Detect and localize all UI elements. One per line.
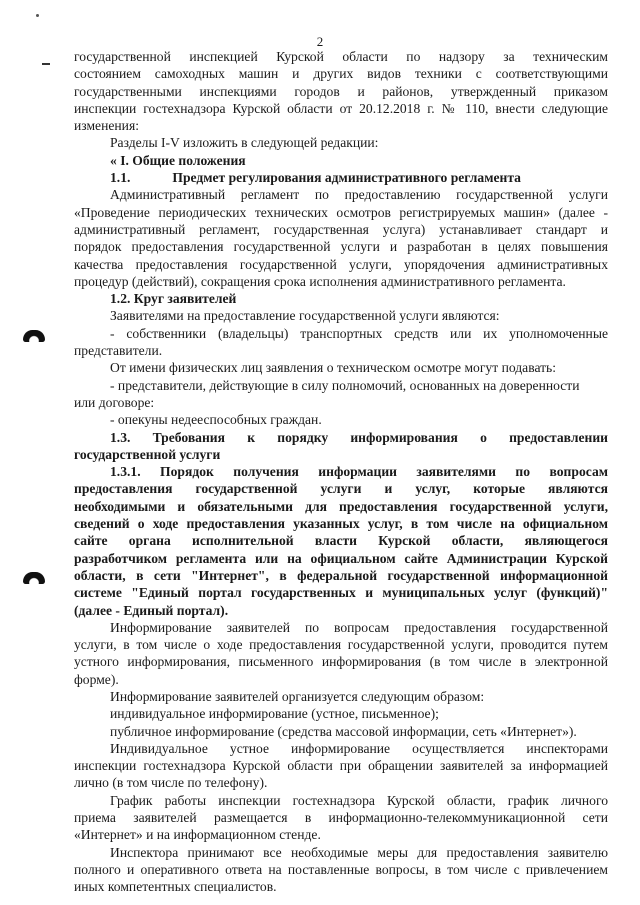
text-line: разработчиком регламента или на официальном сайте Администрации Курской — [74, 550, 608, 566]
text-line: государственной инспекцией Курской области по надзору за техническим — [74, 49, 608, 64]
scan-speck — [36, 14, 39, 17]
organization-paragraph: Информирование заявителей организуется следующим образом: — [110, 688, 485, 704]
text-line: Индивидуальное устное информирование осуществляется инспекторами — [110, 740, 608, 756]
intro-paragraph — [74, 48, 608, 134]
sections-instruction: Разделы I-V изложить в следующей редакции: — [110, 135, 379, 151]
individual-informing-item: индивидуальное информирование (устное, письменное); — [110, 706, 439, 722]
text-line: инспекции гостехнадзора Курской области при обращении заявителей за информацией — [74, 758, 608, 774]
text-line: График работы инспекции гостехнадзора Курской области, график личного — [110, 792, 608, 808]
text-line: процедур (действий), сокращения срока исполнения административного регламента. — [74, 273, 566, 289]
text-line: Информирование заявителей по вопросам предоставления государственной — [110, 619, 608, 635]
text-line: устного информирования, письменного информирования (в том числе в электронной — [74, 654, 608, 670]
text-line: инспекции гостехнадзора Курской области от 20.12.2018 г. № 110, внести следующие — [74, 100, 608, 116]
text-line: области, в сети "Интернет", в федеральной государственной информационной — [74, 567, 608, 583]
document-body — [74, 48, 608, 896]
text-line: приема заявителей размещается в информационно-телекоммуникационной сети — [74, 810, 608, 826]
text-line: форме). — [74, 671, 119, 687]
text-line: или договоре: — [74, 394, 155, 410]
public-informing-item: публичное информирование (средства массовой информации, сеть «Интернет»). — [110, 723, 577, 739]
text-line: (далее - Единый портал). — [74, 602, 229, 618]
heading-1-1-number: 1.1. — [110, 170, 131, 186]
subject-paragraph — [74, 186, 608, 290]
punch-hole-bottom — [23, 572, 45, 584]
owners-paragraph — [74, 325, 608, 360]
heading-1-1 — [74, 169, 608, 186]
text-line: состоянием самоходных машин и других видов техники с соответствующими — [74, 66, 608, 82]
heading-1-1-title: Предмет регулирования административного регламента — [172, 170, 521, 186]
heading-general-provisions: « I. Общие положения — [110, 152, 246, 168]
text-line: Административный регламент по предоставлению государственной услуги — [110, 187, 608, 203]
heading-1-3-1 — [74, 463, 608, 619]
informing-paragraph — [74, 619, 608, 688]
text-line: системе "Единый портал государственных и муниципальных услуг (функций)" — [74, 585, 608, 601]
text-line: «Проведение периодических технических осмотров регистрируемых машин» (далее - — [74, 204, 608, 220]
heading-1-3 — [74, 429, 608, 464]
punch-hole-top — [23, 330, 45, 342]
text-line: Инспектора принимают все необходимые меры для предоставления заявителю — [110, 844, 608, 860]
text-line: «Интернет» и на информационном стенде. — [74, 827, 321, 843]
text-line: услуги, в том числе о ходе предоставления государственной услуги, проводится путем — [74, 637, 608, 653]
text-line: порядок предоставления государственной услуги и разработан в целях повышения — [74, 239, 608, 255]
text-line: иных компетентных специалистов. — [74, 879, 277, 895]
heading-1-2: 1.2. Круг заявителей — [110, 291, 237, 307]
text-line: представители. — [74, 343, 163, 359]
text-line: полного и оперативного ответа на поставленные вопросы, в том числе с привлечением — [74, 861, 608, 877]
inspectors-paragraph — [74, 844, 608, 896]
text-line: 1.3. Требования к порядку информирования о предоставлении — [110, 429, 608, 445]
guardians-paragraph: - опекуны недееспособных граждан. — [110, 412, 322, 428]
text-line: лично (в том числе по телефону). — [74, 775, 268, 791]
text-line: изменения: — [74, 118, 139, 134]
representatives-paragraph — [74, 377, 608, 412]
text-line: сайте органа исполнительной власти Курской области, являющегося — [74, 533, 608, 549]
text-line: качества предоставления государственной услуги, упорядочения административных — [74, 256, 608, 272]
oral-informing-paragraph — [74, 740, 608, 792]
applicants-paragraph: Заявителями на предоставление государственной услуги являются: — [110, 308, 500, 324]
text-line: 1.3.1. Порядок получения информации заявителями по вопросам — [110, 464, 608, 480]
text-line: сведений о ходе предоставления указанных услуг, в том числе на официальном — [74, 516, 608, 532]
text-line: административный регламент, государственная услуга) устанавливает стандарт и — [74, 221, 608, 237]
text-line: предоставления государственной услуги и услуг, которые являются — [74, 481, 608, 497]
text-line: государственными инспекциями городов и районов, утвержденный приказом — [74, 83, 608, 99]
text-line: необходимыми и обязательными для предоставления государственной услуги, — [74, 498, 608, 514]
text-line: - представители, действующие в силу полномочий, основанных на доверенности — [110, 377, 580, 393]
margin-dash-mark — [42, 63, 50, 65]
individuals-paragraph: От имени физических лиц заявления о техническом осмотре могут подавать: — [110, 360, 557, 376]
page-number: 2 — [316, 34, 324, 49]
schedule-paragraph — [74, 792, 608, 844]
text-line: - собственники (владельцы) транспортных средств или их уполномоченные — [110, 325, 608, 341]
text-line: государственной услуги — [74, 446, 221, 462]
